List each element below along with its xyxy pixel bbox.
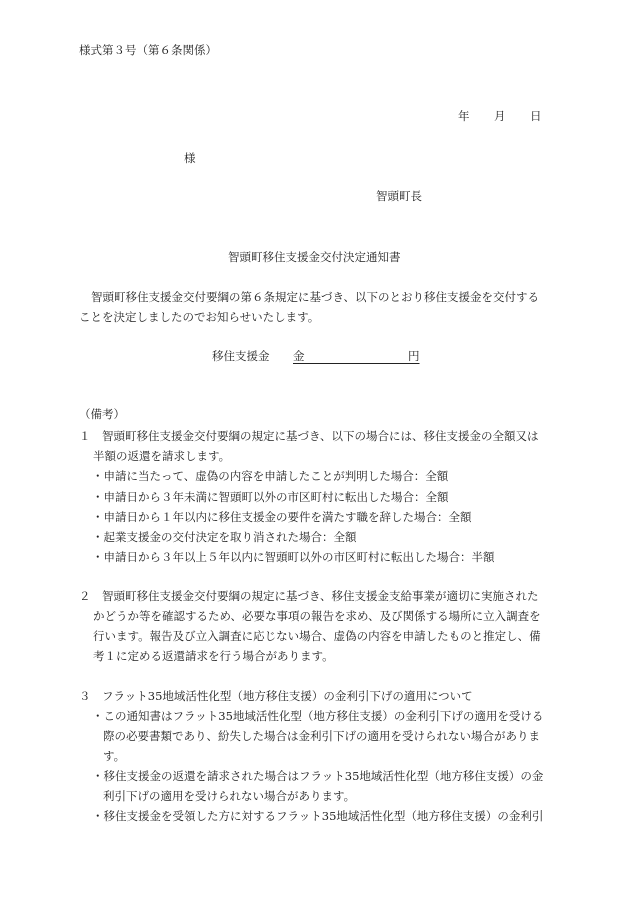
date-year: 年 bbox=[458, 109, 470, 123]
note2-line-1: ２ 智頭町移住支援金交付要綱の規定に基づき、移住支援金支給事業が適切に実施された bbox=[79, 589, 539, 603]
note2-line-2: かどうか等を確認するため、必要な事項の報告を求め、及び関係する場所に立入調査を bbox=[93, 609, 541, 623]
note3-bullet-1-cont-2: す。 bbox=[103, 749, 126, 763]
note2-line-3: 行います。報告及び立入調査に応じない場合、虚偽の内容を申請したものと推定し、備 bbox=[93, 629, 541, 643]
amount-field bbox=[293, 348, 420, 364]
note3-bullet-1-cont-1: 際の必要書類であり、紛失した場合は金利引下げの適用を受けられない場合がありま bbox=[103, 729, 540, 743]
note1-bullet-5: ・申請日から３年以上５年以内に智頭町以外の市区町村に転出した場合：半額 bbox=[92, 550, 495, 564]
date-day: 日 bbox=[530, 109, 542, 123]
amount-suffix: 円 bbox=[408, 349, 420, 363]
issuer: 智頭町長 bbox=[376, 189, 422, 203]
note1-bullet-1: ・申請に当たって、虚偽の内容を申請したことが判明した場合：全額 bbox=[92, 469, 449, 483]
note1-line-1: １ 智頭町移住支援金交付要綱の規定に基づき、以下の場合には、移住支援金の全額又は bbox=[79, 429, 539, 443]
note1-bullet-4: ・起業支援金の交付決定を取り消された場合：全額 bbox=[92, 530, 357, 544]
note3-bullet-1: ・この通知書はフラット35地域活性化型（地方移住支援）の金利引下げの適用を受ける bbox=[92, 709, 544, 723]
body-line-2: ことを決定しましたのでお知らせいたします。 bbox=[79, 310, 320, 324]
note3-bullet-2-cont-1: 利引下げの適用を受けられない場合があります。 bbox=[103, 789, 356, 803]
body-line-1: 智頭町移住支援金交付要綱の第６条規定に基づき、以下のとおり移住支援金を交付する bbox=[91, 290, 540, 304]
note3-bullet-2: ・移住支援金の返還を請求された場合はフラット35地域活性化型（地方移住支援）の金 bbox=[92, 769, 544, 783]
note3-bullet-3: ・移住支援金を受領した方に対するフラット35地域活性化型（地方移住支援）の金利引 bbox=[92, 809, 544, 823]
note3-heading: ３ フラット35地域活性化型（地方移住支援）の金利引下げの適用について bbox=[79, 689, 473, 703]
notes-heading: （備考） bbox=[79, 407, 125, 421]
date-month: 月 bbox=[494, 109, 506, 123]
form-number: 様式第３号（第６条関係） bbox=[79, 43, 217, 57]
note1-bullet-3: ・申請日から１年以内に移住支援金の要件を満たす職を辞した場合：全額 bbox=[92, 510, 472, 524]
amount-prefix: 金 bbox=[293, 349, 305, 363]
note1-line-2: 半額の返還を請求します。 bbox=[93, 449, 231, 463]
note1-bullet-2: ・申請日から３年未満に智頭町以外の市区町村に転出した場合：全額 bbox=[92, 490, 449, 504]
document-title: 智頭町移住支援金交付決定通知書 bbox=[228, 250, 401, 264]
amount-blank bbox=[305, 349, 409, 363]
addressee-suffix: 様 bbox=[184, 151, 196, 165]
amount-label: 移住支援金 bbox=[212, 349, 270, 363]
note2-line-4: 考１に定める返還請求を行う場合があります。 bbox=[93, 649, 334, 663]
